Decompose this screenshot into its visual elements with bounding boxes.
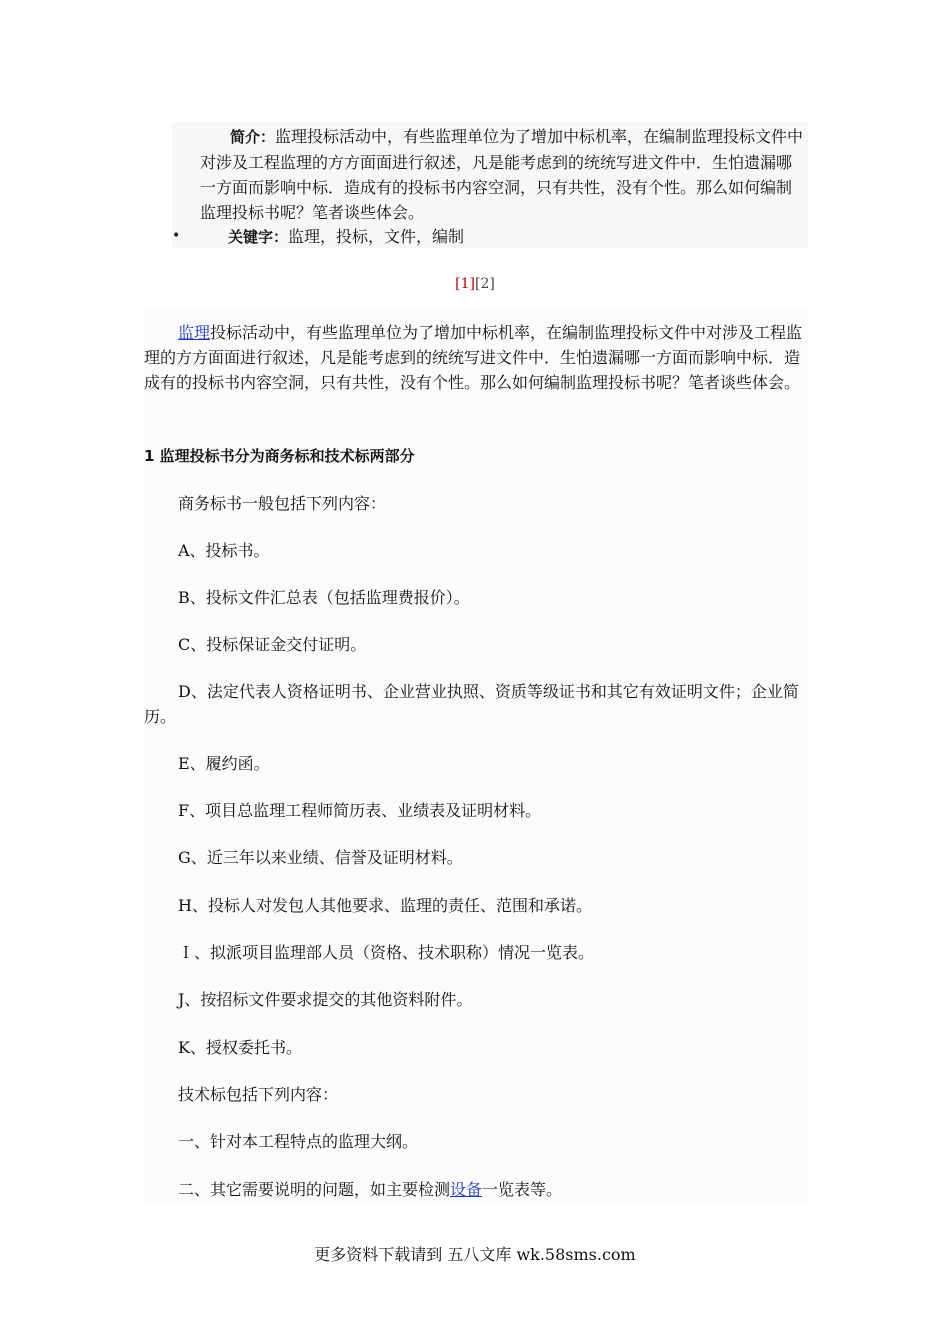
section-heading: 1 监理投标书分为商务标和技术标两部分 (144, 447, 415, 465)
summary (200, 124, 805, 225)
tech-intro: 技术标包括下列内容： (178, 1085, 339, 1104)
item-k: K、授权委托书。 (178, 1038, 302, 1057)
summary-label: 简介： (230, 128, 276, 146)
bullet-icon: • (172, 228, 181, 244)
business-intro: 商务标书一般包括下列内容： (178, 494, 387, 513)
item-b: B、投标文件汇总表（包括监理费报价）。 (178, 588, 470, 607)
footer-note: 更多资料下载请到 五八文库 wk.58sms.com (314, 1245, 636, 1264)
tech-item-2-pre: 二、其它需要说明的问题，如主要检测 (178, 1180, 451, 1199)
item-e: E、履约函。 (178, 754, 270, 773)
item-h: H、投标人对发包人其他要求、监理的责任、范围和承诺。 (178, 896, 592, 915)
item-j: J、按招标文件要求提交的其他资料附件。 (178, 990, 473, 1009)
intro-paragraph (144, 320, 804, 395)
tech-item-2-post: 一览表等。 (482, 1180, 563, 1199)
item-a: A、投标书。 (178, 541, 270, 560)
item-d: D、法定代表人资格证明书、企业营业执照、资质等级证书和其它有效证明文件；企业简历。 (144, 682, 799, 726)
page-link-1[interactable]: [1] (455, 276, 475, 292)
item-i: Ｉ、拟派项目监理部人员（资格、技术职称）情况一览表。 (178, 943, 595, 962)
tech-item-2 (178, 1177, 808, 1202)
keywords-label: 关键字： (228, 228, 289, 246)
keywords-text: 监理，投标，文件，编制 (288, 227, 465, 246)
supervision-link[interactable]: 监理 (178, 323, 211, 342)
summary-text: 监理投标活动中，有些监理单位为了增加中标机率，在编制监理投标文件中对涉及工程监理的方方面面进行叙述，凡是能考虑到的统统写进文件中．生怕遗漏哪一方面而影响中标．造成有的投标书内容空洞，只有共性，没有个性。那么如何编制监理投标书呢？笔者谈些体会。 (200, 127, 804, 222)
intro-text: 投标活动中，有些监理单位为了增加中标机率，在编制监理投标文件中对涉及工程监理的方方面面进行叙述，凡是能考虑到的统统写进文件中．生怕遗漏哪一方面而影响中标．造成有的投标书内容空洞，只有共性，没有个性。那么如何编制监理投标书呢？笔者谈些体会。 (144, 323, 803, 392)
tech-item-1: 一、针对本工程特点的监理大纲。 (178, 1132, 419, 1151)
page-link-2[interactable]: [2] (475, 276, 495, 292)
equipment-link[interactable]: 设备 (450, 1180, 483, 1199)
item-g: G、近三年以来业绩、信誉及证明材料。 (178, 848, 463, 867)
item-f: F、项目总监理工程师简历表、业绩表及证明材料。 (178, 801, 542, 820)
item-c: C、投标保证金交付证明。 (178, 635, 367, 654)
pagination (0, 274, 950, 294)
